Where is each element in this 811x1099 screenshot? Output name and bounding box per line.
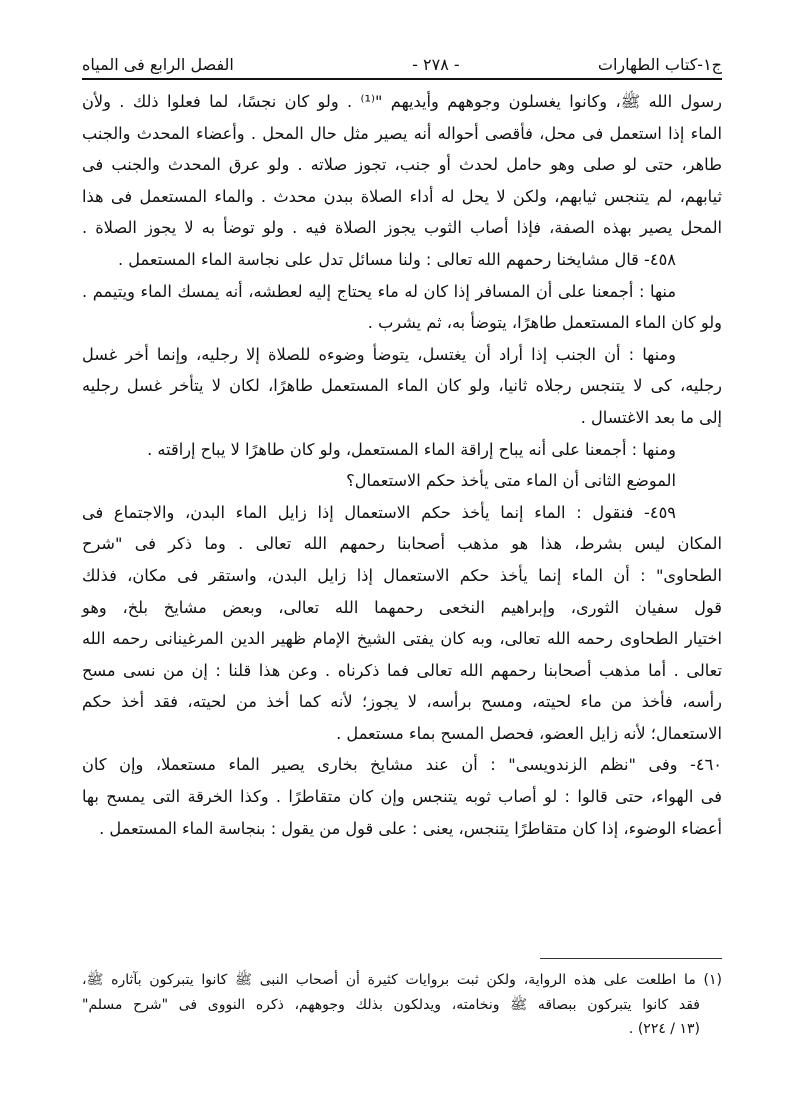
text-line: منها : أجمعنا على أن المسافر إذا كان له ماء يحتاج إليه لعطشه، أنه يمسك الماء ويتيمم . — [82, 281, 676, 301]
section-question: الموضع الثانى أن الماء متى يأخذ حكم الاستعمال؟ — [346, 471, 676, 491]
book-title: ج١-كتاب الطهارات — [597, 55, 722, 74]
text-line: الماء إذا استعمل فى محل، فأقصى أحواله أنه يصير مثل حال المحل . وأعضاء المحدث والجنب — [82, 123, 722, 143]
running-header — [82, 52, 722, 80]
text-line: المكان ليس بشرط، هذا هو مذهب أصحابنا رحمهم الله تعالى . وما ذكر فى "شرح — [82, 534, 722, 554]
text-line: رجليه، كى لا يتنجس رجلاه ثانيا، ولو كان الماء المستعمل طاهرًا، لكان لا يتأخر غسل رجليه — [82, 376, 722, 396]
text-line: المحل يصير بهذه الصفة، فإذا أصاب الثوب يجوز الصلاة فيه . ولو توضأ به لا يجوز الصلاة . — [82, 218, 722, 238]
paragraph-460-heading: ٤٦٠- وفى "نظم الزندويسى" : أن عند مشايخ بخارى يصير الماء مستعملا، وإن كان — [82, 755, 722, 775]
page-number: - ٢٧٨ - — [412, 55, 460, 74]
text-line: إلى ما بعد الاغتسال . — [580, 407, 722, 427]
main-text — [82, 86, 722, 844]
text-line: رسول الله ﷺ، وكانوا يغسلون وجوههم وأيديهم "⁽¹⁾ . ولو كان نجسًا، لما فعلوا ذلك . ولأن — [82, 92, 722, 111]
footnote-separator — [540, 958, 722, 959]
text-line: ولو كان الماء المستعمل طاهرًا، يتوضأ به، ثم يشرب . — [367, 313, 722, 333]
footnote-line: (١) ما اطلعت على هذه الرواية، ولكن ثبت بروايات كثيرة أن أصحاب النبى ﷺ كانوا يتبركون بآثاره ﷺ، — [82, 972, 722, 988]
text-line: ومنها : أجمعنا على أنه يباح إراقة الماء المستعمل، ولو كان طاهرًا لا يباح إراقته . — [147, 439, 676, 459]
chapter-title: الفصل الرابع فى المياه — [82, 55, 234, 74]
text-line: رأسه، فأخذ من ماء لحيته، ومسح برأسه، لا يجوز؛ لأنه كما أخذ من لحيته، فقد أخذ حكم — [82, 692, 722, 712]
text-line: اختيار الطحاوى رحمه الله تعالى، وبه كان يفتى الشيخ الإمام ظهير الدين المرغينانى رحمه الله — [82, 629, 722, 649]
text-line: قول سفيان الثورى، وإبراهيم النخعى رحمهما الله تعالى، وبعض مشايخ بلخ، وهو — [82, 597, 722, 617]
text-line: ومنها : أن الجنب إذا أراد أن يغتسل، يتوضأ وضوءه للصلاة إلا رجليه، وإنما أخر غسل — [82, 344, 676, 364]
text-line: ثيابهم، لم يتنجس ثيابهم، ولكن لا يحل له أداء الصلاة ببدن محدث . والماء المستعمل فى هذا — [82, 186, 722, 206]
footnote-line: (١٣ / ٢٢٤) . — [628, 1021, 700, 1037]
text-line: تعالى . أما مذهب أصحابنا رحمهم الله تعالى فما ذكرناه . وعن هذا قلنا : إن من نسى مسح — [82, 660, 722, 680]
paragraph-458-heading: ٤٥٨- قال مشايخنا رحمهم الله تعالى : ولنا مسائل تدل على نجاسة الماء المستعمل . — [117, 249, 676, 269]
footnote-line: فقد كانوا يتبركون ببصاقه ﷺ ونخامته، ويدلكون بذلك وجوههم، ذكره النووى فى "شرح مسلم" — [82, 996, 700, 1013]
text-line: طاهر، حتى لو صلى وهو حامل لحدث أو جنب، تجوز صلاته . ولو عرق المحدث والجنب فى — [82, 155, 722, 175]
footnotes — [82, 968, 722, 1042]
text-line: فى الهواء، حتى قالوا : لو أصاب ثوبه يتنجس وإن كان متقاطرًا . وكذا الخرقة التى يمسح بها — [82, 787, 722, 807]
text-line: الطحاوى" : أن الماء إنما يأخذ حكم الاستعمال إذا زايل البدن، واستقر فى مكان، فذلك — [82, 565, 722, 585]
text-line: الاستعمال؛ لأنه زايل العضو، فحصل المسح بماء مستعمل . — [336, 723, 722, 743]
paragraph-459-heading: ٤٥٩- فنقول : الماء إنما يأخذ حكم الاستعمال إذا زايل الماء البدن، والاجتماع فى — [82, 502, 676, 522]
text-line: أعضاء الوضوء، إذا كان متقاطرًا يتنجس، يعنى : على قول من يقول : بنجاسة الماء المستعمل . — [99, 818, 722, 838]
